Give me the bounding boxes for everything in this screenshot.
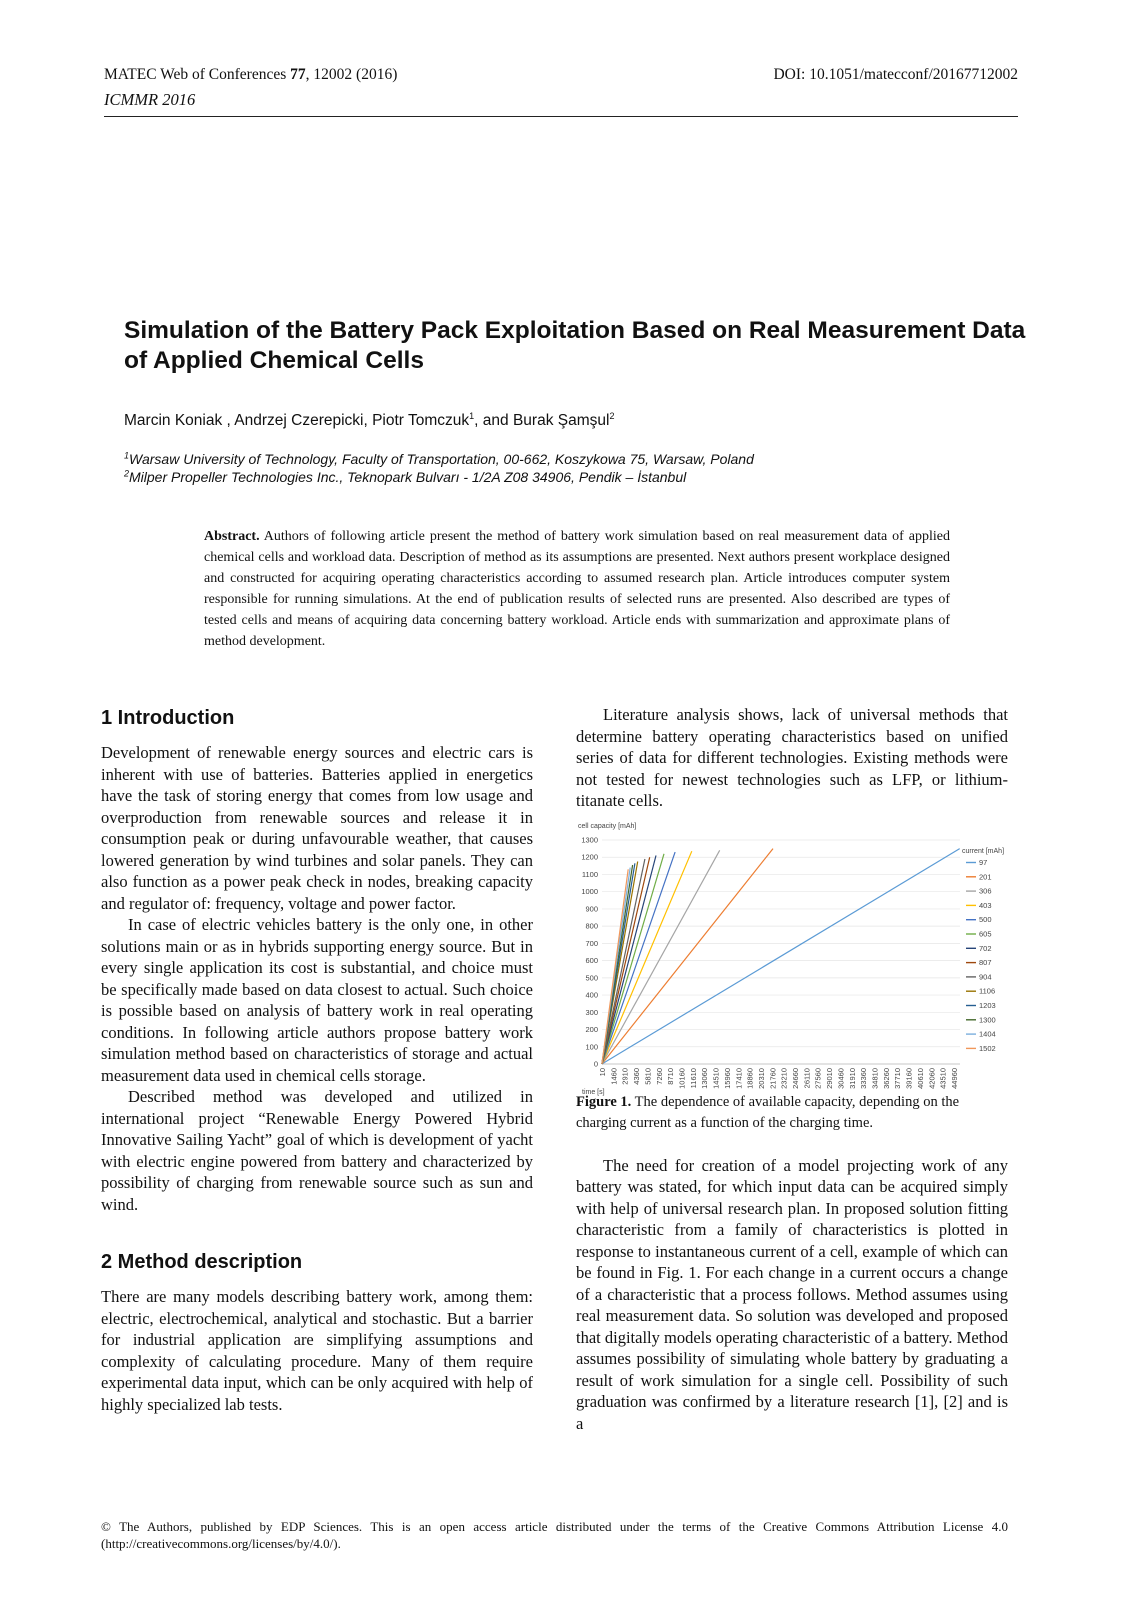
x-tick-label: 33360 xyxy=(859,1067,869,1089)
affiliation-1 xyxy=(124,450,754,468)
legend-entry-605: 605 xyxy=(979,929,992,938)
x-tick-label: 11610 xyxy=(688,1067,698,1088)
x-tick-label: 20310 xyxy=(756,1067,766,1089)
x-tick-label: 39160 xyxy=(904,1067,914,1089)
legend-entry-702: 702 xyxy=(979,943,992,953)
y-tick-label: 500 xyxy=(585,972,598,982)
author-list xyxy=(124,412,614,430)
y-tick-label: 100 xyxy=(585,1041,598,1051)
journal-volume: 77 xyxy=(290,66,306,83)
authors-part1: Marcin Koniak , Andrzej Czerepicki, Piotr Tomczuk xyxy=(124,412,470,429)
journal-citation xyxy=(104,66,397,84)
series-line-904 xyxy=(602,859,645,1064)
series-line-500 xyxy=(602,852,675,1064)
series-line-403 xyxy=(602,851,692,1064)
x-tick-label: 8710 xyxy=(666,1067,676,1085)
x-tick-label: 29010 xyxy=(825,1067,835,1089)
x-tick-label: 43510 xyxy=(938,1067,948,1089)
series-line-201 xyxy=(602,848,773,1063)
left-column xyxy=(101,704,533,1415)
journal-name: MATEC Web of Conferences xyxy=(104,66,287,83)
x-tick-label: 26110 xyxy=(802,1067,812,1088)
legend-entry-1203: 1203 xyxy=(979,1000,996,1010)
legend-entry-904: 904 xyxy=(979,971,992,981)
paragraph: There are many models describing battery work, among them: electric, electrochemical, analytical and stochastic. But a barrier for industrial application are simplifying assumptions and complexity of calculating procedure. Many of them require experimental data input, which can be only acquired with help of highly specialized lab tests. xyxy=(101,1287,533,1414)
legend-title: current [mAh] xyxy=(962,847,1005,855)
abstract xyxy=(204,526,950,652)
x-tick-label: 10160 xyxy=(677,1067,687,1089)
y-tick-label: 200 xyxy=(585,1024,598,1034)
y-tick-label: 1200 xyxy=(581,852,598,862)
x-tick-label: 5810 xyxy=(643,1067,653,1085)
y-axis-label: cell capacity [mAh] xyxy=(578,822,637,830)
y-tick-label: 400 xyxy=(585,990,598,1000)
page-header xyxy=(104,66,1018,117)
x-tick-label: 10 xyxy=(598,1067,607,1076)
legend-entry-306: 306 xyxy=(979,886,992,896)
affiliation-superscript: 2 xyxy=(124,468,130,479)
legend-entry-403: 403 xyxy=(979,900,992,910)
legend-entry-201: 201 xyxy=(979,871,992,881)
right-column xyxy=(576,704,1008,1434)
legend-entry-807: 807 xyxy=(979,957,992,967)
y-tick-label: 1100 xyxy=(581,869,598,879)
legend-entry-1404: 1404 xyxy=(979,1029,996,1039)
x-tick-label: 36260 xyxy=(881,1067,891,1089)
x-tick-label: 27560 xyxy=(813,1067,823,1089)
section-heading-introduction: 1 Introduction xyxy=(101,707,235,729)
x-tick-label: 23210 xyxy=(779,1067,789,1089)
affiliations xyxy=(124,450,754,486)
authors-part2: , and Burak Şamşul xyxy=(474,412,610,429)
legend-entry-1300: 1300 xyxy=(979,1014,996,1024)
conference-name: ICMMR 2016 xyxy=(104,90,196,109)
capacity-chart xyxy=(576,820,1008,1096)
x-tick-label: 30460 xyxy=(836,1067,846,1089)
x-tick-label: 2910 xyxy=(620,1067,630,1085)
figure-caption xyxy=(576,1092,1008,1134)
x-tick-label: 44960 xyxy=(950,1067,959,1089)
figure-label: Figure 1. xyxy=(576,1093,632,1110)
y-tick-label: 1300 xyxy=(581,835,598,844)
author-superscript: 2 xyxy=(609,410,615,421)
y-tick-label: 1000 xyxy=(581,886,598,896)
x-axis-label: time [s] xyxy=(582,1088,605,1096)
paragraph: In case of electric vehicles battery is the only one, in other solutions main or as in hybrids supporting energy source. But in every single application its cost is substantial, and choice must be specifically made based on data closest to actual. Such choice is possible based on analysis of battery work in real operating conditions. In following article authors propose battery work simulation method based on characteristics of storage and actual measurement data used in chemical cells storage. xyxy=(101,915,533,1085)
x-tick-label: 4360 xyxy=(632,1067,642,1085)
x-tick-label: 18860 xyxy=(745,1067,755,1089)
x-tick-label: 7260 xyxy=(654,1067,664,1085)
y-tick-label: 300 xyxy=(585,1007,598,1017)
x-tick-label: 37710 xyxy=(893,1067,903,1089)
paragraph: Described method was developed and utilized in international project “Renewable Energy Powered Hybrid Innovative Sailing Yacht” goal of which is development of yacht with electric engine powered from battery and characterized by possibility of charging from renewable source such as sun and wind. xyxy=(101,1087,533,1214)
x-tick-label: 17410 xyxy=(734,1067,744,1089)
abstract-label: Abstract. xyxy=(204,529,260,544)
y-tick-label: 600 xyxy=(585,955,598,965)
y-tick-label: 900 xyxy=(585,903,598,913)
figure-caption-text: The dependence of available capacity, depending on the charging current as a function of the charging time. xyxy=(576,1093,960,1131)
license-footer: © The Authors, published by EDP Sciences. This is an open access article distributed under the terms of the Creative Commons Attribution License 4.0 (http://creativecommons.org/licenses/by/4.0/). xyxy=(101,1519,1008,1551)
paper-title: Simulation of the Battery Pack Exploitation Based on Real Measurement Data of Applied Chemical Cells xyxy=(124,317,1026,374)
legend-entry-97: 97 xyxy=(979,857,988,867)
x-tick-label: 1460 xyxy=(609,1067,619,1085)
author-superscript: 1 xyxy=(469,410,475,421)
abstract-text: Authors of following article present the method of battery work simulation based on real measurement data of applied chemical cells and workload data. Description of method as its assumptions are presented. Next authors present workplace designed and constructed for acquiring operating characteristics according to assumed research plan. Article introduces computer system responsible for running simulations. At the end of publication results of selected runs are presented. Also described are types of tested cells and means of acquiring data concerning battery workload. Article ends with summarization and approximate plans of method development. xyxy=(204,529,950,649)
legend-entry-500: 500 xyxy=(979,914,992,924)
x-tick-label: 21760 xyxy=(768,1067,778,1089)
x-tick-label: 13060 xyxy=(700,1067,710,1089)
y-tick-label: 0 xyxy=(593,1059,598,1068)
affiliation-text: Warsaw University of Technology, Faculty of Transportation, 00-662, Koszykowa 75, Warsaw, Poland xyxy=(129,451,754,467)
x-tick-label: 34810 xyxy=(870,1067,880,1089)
legend-entry-1502: 1502 xyxy=(979,1043,996,1053)
y-tick-label: 700 xyxy=(585,938,598,948)
x-tick-label: 31910 xyxy=(847,1067,857,1089)
article-number: , 12002 (2016) xyxy=(305,66,398,83)
section-heading-method: 2 Method description xyxy=(101,1251,303,1273)
x-tick-label: 40610 xyxy=(915,1067,925,1089)
y-tick-label: 800 xyxy=(585,921,598,931)
doi-link[interactable]: DOI: 10.1051/matecconf/20167712002 xyxy=(773,66,1018,83)
x-tick-label: 24660 xyxy=(791,1067,801,1089)
legend-entry-1106: 1106 xyxy=(979,986,996,996)
x-tick-label: 42060 xyxy=(927,1067,937,1089)
paragraph: Development of renewable energy sources and electric cars is inherent with use of batteries. Batteries applied in energetics have the task of storing energy that comes from low usage and overproduction from renewable sources and release it in consumption peak or during unfavourable weather, that causes lowered generation by wind turbines and solar panels. They can also function as a power peak check in nodes, breaking capacity and regulator of: frequency, voltage and power factor. xyxy=(101,743,533,913)
x-tick-label: 14510 xyxy=(711,1067,721,1089)
x-tick-label: 15960 xyxy=(722,1067,732,1089)
figure-1 xyxy=(576,820,1008,1096)
affiliation-2 xyxy=(124,468,754,486)
paragraph: Literature analysis shows, lack of universal methods that determine battery operating characteristics based on unified series of data for different technologies. Existing methods were not tested for newest technologies such as LFP, or lithium-titanate cells. xyxy=(576,705,1008,810)
affiliation-superscript: 1 xyxy=(124,450,130,461)
paragraph: The need for creation of a model projecting work of any battery was stated, for which input data can be acquired simply with help of universal research plan. In proposed solution fitting characteristic from a family of characteristics is plotted in response to instantaneous current of a cell, example of which can be found in Fig. 1. For each change in a current occurs a change of a characteristic that a process follows. Method assumes using real measurement data. So solution was developed and proposed that digitally models operating characteristic of a battery. Method assumes possibility of simulating whole battery by graduating a result of work simulation for a single cell. Possibility of such graduation was confirmed by a literature research [1], [2] and is a xyxy=(576,1155,1008,1433)
affiliation-text: Milper Propeller Technologies Inc., Teknopark Bulvarı - 1/2A Z08 34906, Pendik – İstanbul xyxy=(129,469,687,485)
